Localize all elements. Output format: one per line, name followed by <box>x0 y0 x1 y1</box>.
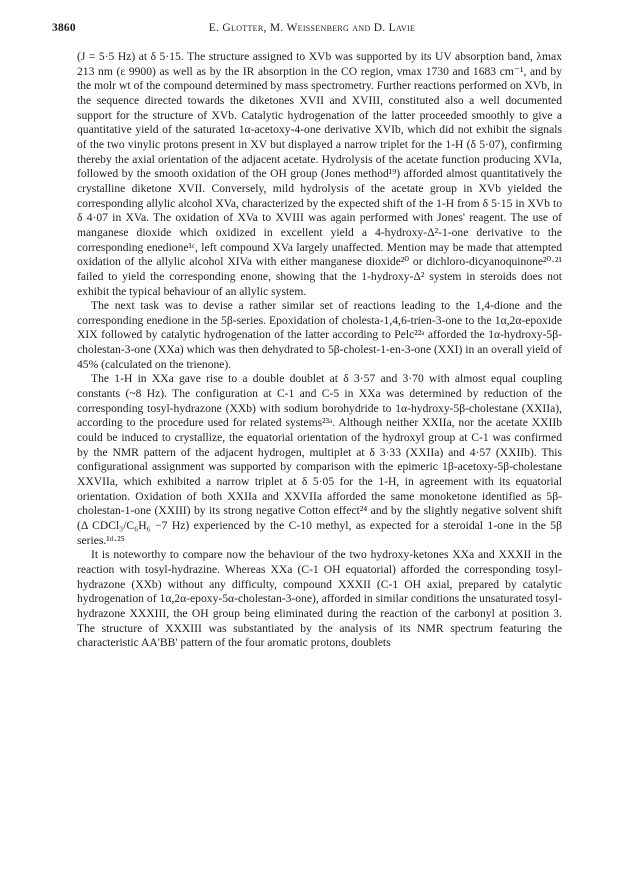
body-paragraph: It is noteworthy to compare now the behaviour of the two hydroxy-ketones XXa and XXXII in the reaction with tosyl-hydrazine. Whereas XXa (C-1 OH equatorial) afforded the corresponding tosyl-hydrazone (XXb) without any difficulty, compound XXXII (C-1 OH axial, prepared by catalytic hydrogenation of 1α,2α-epoxy-5α-cholestan-3-one), afforded in similar conditions the unsaturated tosyl-hydrazone XXXIII, the OH group being eliminated during the reaction of the carbonyl at position 3. The structure of XXXIII was substantiated by the analysis of its NMR spectrum featuring the characteristic AA'BB' pattern of the four aromatic protons, doublets <box>77 548 562 650</box>
running-head-authors: E. Glotter, M. Weissenberg and D. Lavie <box>208 22 416 34</box>
body-paragraph: The next task was to devise a rather similar set of reactions leading to the 1,4-dione and the corresponding enedione in the 5β-series. Epoxidation of cholesta-1,4,6-trien-3-one to the 1α,2α-epoxide XIX followed by catalytic hydrogenation of the latter according to Pelc²²ᵃ afforded the 1α-hydroxy-5β-cholestan-3-one (XXa) which was then dehydrated to 5β-cholest-1-en-3-one (XXI) in an overall yield of 45% (calculated on the trienone). <box>77 299 562 371</box>
running-head <box>52 22 562 40</box>
body-paragraph: (J = 5·5 Hz) at δ 5·15. The structure assigned to XVb was supported by its UV absorption band, λmax 213 nm (ε 9900) as well as by the IR absorption in the CO region, νmax 1730 and 1683 cm⁻¹, and by the molr wt of the compound determined by mass spectrometry. Further reactions performed on XVb, in the sequence directed towards the diketones XVII and XVIII, constituted also a well documented support for the structure of XVb. Catalytic hydrogenation of the latter proceeded smoothly to give a quantitative yield of the saturated 1α-acetoxy-4-one derivative XVIb, which did not exhibit the signals of the two vinylic protons present in XV but displayed a narrow triplet for the 1-H (δ 5·07), confirming thereby the axial orientation of the adjacent acetate. Hydrolysis of the acetate function producing XVIa, followed by the smooth oxidation of the OH group (Jones method¹⁹) afforded almost quantitatively the crystalline diketone XVII. Conversely, mild hydrolysis of the acetate group in XVb yielded the corresponding allylic alcohol XVa, characterized by the expected shift of the 1-H from δ 5·15 in XVb to δ 4·07 in XVa. The oxidation of XVa to XVIII was again performed with Jones' reagent. The use of manganese dioxide which oxidized in excellent yield a 4-hydroxy-Δ²-1-one derivative to the corresponding enedione¹ᶜ, left compound XVa largely unaffected. Mention may be made that attempted oxidation of the allylic alcohol XIVa with either manganese dioxide²⁰ or dichloro-dicyanoquinone²⁰·²¹ failed to yield the corresponding enone, showing that the 1-hydroxy-Δ² system in steroids does not exhibit the typical behaviour of an allylic system. <box>77 50 562 298</box>
article-body <box>77 50 562 651</box>
body-paragraph: The 1-H in XXa gave rise to a double doublet at δ 3·57 and 3·70 with almost equal coupling constants (~8 Hz). The configuration at C-1 and C-5 in XXa was determined by reduction of the corresponding tosyl-hydrazone (XXb) with sodium borohydride to 1α-hydroxy-5β-cholestane (XXIIa), according to the procedure used for related systems²³ᵃ. Although neither XXIIa, nor the acetate XXIIb could be induced to crystallize, the equatorial orientation of the hydroxyl group at C-1 was confirmed by the NMR pattern of the adjacent hydrogen, multiplet at δ 3·33 (XXIIa) and 4·57 (XXIIb). This configurational assignment was supported by comparison with the epimeric 1β-acetoxy-5β-cholestane XXVIIa, which exhibited a narrow triplet at δ 5·05 for the 1-H, in agreement with its equatorial orientation. Oxidation of both XXIIa and XXVIIa afforded the same monoketone identified as 5β-cholestan-1-one (XXIII) by its strong negative Cotton effect²⁴ and by the slightly negative solvent shift (Δ CDCl₃/C₆H₆ −7 Hz) experienced by the C-10 methyl, as expected for a steroidal 1-one in the 5β series.¹ᵈ·²⁵ <box>77 372 562 547</box>
page-number: 3860 <box>52 22 76 34</box>
